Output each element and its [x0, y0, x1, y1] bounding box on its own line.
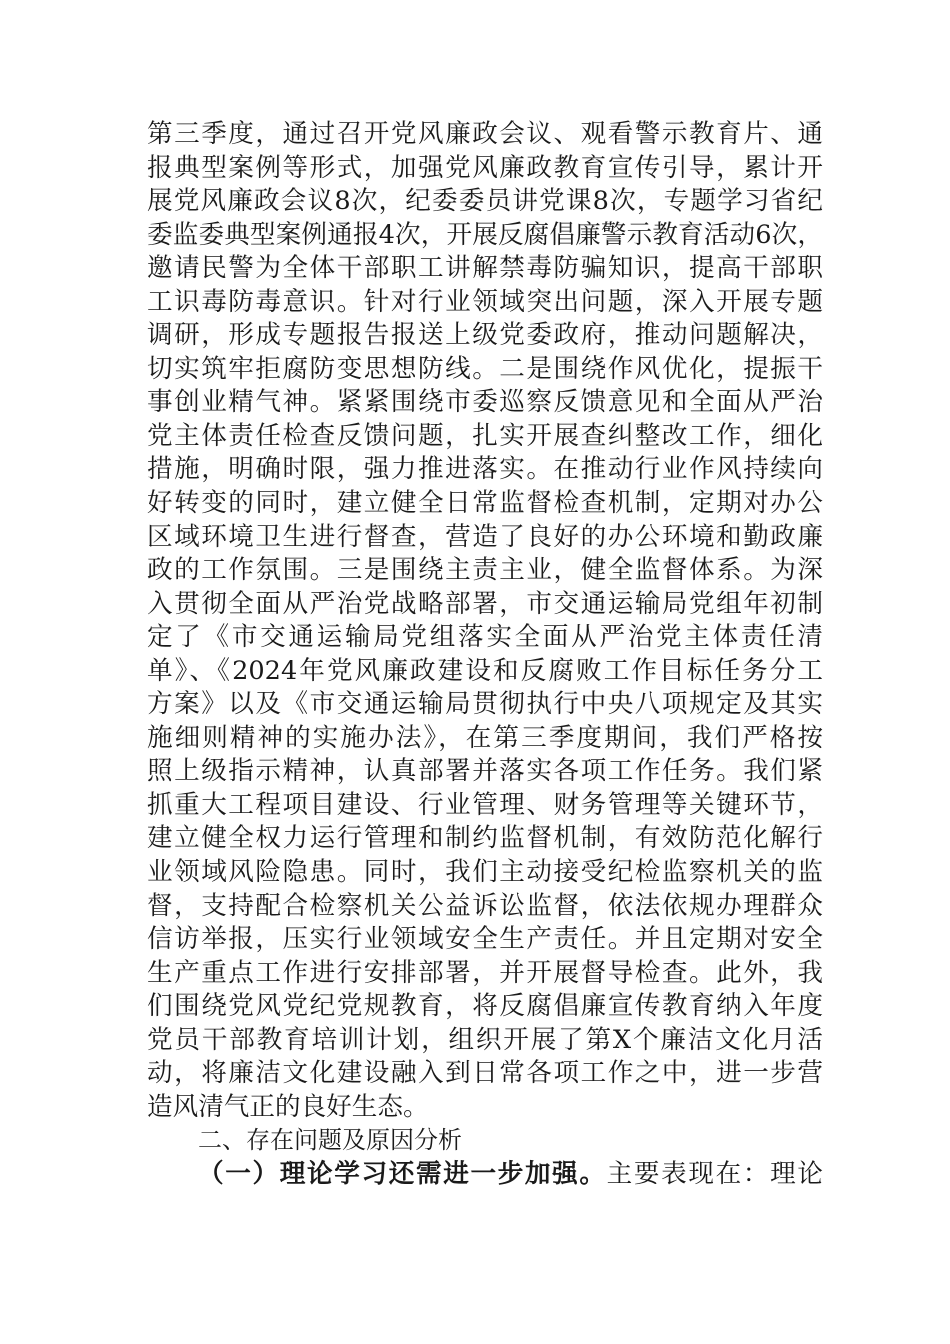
body-paragraph [147, 118, 823, 1124]
body-line: 切实筑牢拒腐防变思想防线。二是围绕作风优化，提振干 [147, 353, 823, 384]
body-line: 邀请民警为全体干部职工讲解禁毒防骗知识，提高干部职 [147, 253, 823, 284]
body-line: 施细则精神的实施办法》，在第三季度期间，我们严格按 [147, 722, 823, 753]
body-line: 方案》以及《市交通运输局贯彻执行中央八项规定及其实 [147, 689, 823, 720]
section-heading: 二、存在问题及原因分析 [198, 1126, 462, 1155]
body-line: 展党风廉政会议8次，纪委委员讲党课8次，专题学习省纪 [147, 186, 823, 217]
body-line: 第三季度，通过召开党风廉政会议、观看警示教育片、通 [147, 119, 823, 149]
body-line: 们围绕党风党纪党规教育，将反腐倡廉宣传教育纳入年度 [147, 991, 823, 1022]
body-line: 单》、《2024年党风廉政建设和反腐败工作目标任务分工 [147, 655, 823, 686]
body-line: 业领域风险隐患。同时，我们主动接受纪检监察机关的监 [147, 857, 823, 888]
body-line: 事创业精气神。紧紧围绕市委巡察反馈意见和全面从严治 [147, 387, 823, 418]
body-line: 建立健全权力运行管理和制约监督机制，有效防范化解行 [147, 823, 823, 854]
body-line: 照上级指示精神，认真部署并落实各项工作任务。我们紧 [147, 756, 823, 787]
body-line: 工识毒防毒意识。针对行业领域突出问题，深入开展专题 [147, 286, 823, 317]
subsection-title: （一）理论学习还需进一步加强。 [198, 1158, 607, 1189]
body-line: 抓重大工程项目建设、行业管理、财务管理等关键环节， [147, 789, 823, 820]
body-line: 政的工作氛围。三是围绕主责主业，健全监督体系。为深 [147, 555, 823, 586]
body-line: 措施，明确时限，强力推进落实。在推动行业作风持续向 [147, 454, 823, 485]
body-line: 区域环境卫生进行督查，营造了良好的办公环境和勤政廉 [147, 521, 823, 552]
body-line: 党主体责任检查反馈问题，扎实开展查纠整改工作，细化 [147, 420, 823, 451]
body-line: 调研，形成专题报告报送上级党委政府，推动问题解决， [147, 320, 823, 351]
body-line: 信访举报，压实行业领域安全生产责任。并且定期对安全 [147, 924, 823, 955]
body-line: 生产重点工作进行安排部署，并开展督导检查。此外，我 [147, 957, 823, 988]
body-line: 委监委典型案例通报4次，开展反腐倡廉警示教育活动6次， [147, 219, 823, 250]
subsection-text: 主要表现在：理论 [606, 1158, 823, 1189]
body-line: 党员干部教育培训计划，组织开展了第X个廉洁文化月活 [147, 1024, 823, 1055]
body-line: 动，将廉洁文化建设融入到日常各项工作之中，进一步营 [147, 1058, 823, 1089]
body-line: 入贯彻全面从严治党战略部署，市交通运输局党组年初制 [147, 588, 823, 619]
body-line: 好转变的同时，建立健全日常监督检查机制，定期对办公 [147, 488, 823, 519]
body-line: 督，支持配合检察机关公益诉讼监督，依法依规办理群众 [147, 890, 823, 921]
subsection-line [147, 1158, 823, 1192]
body-line: 造风清气正的良好生态。 [147, 1091, 429, 1122]
document-page [147, 118, 823, 1192]
body-line: 报典型案例等形式，加强党风廉政教育宣传引导，累计开 [147, 152, 823, 183]
body-line: 定了《市交通运输局党组落实全面从严治党主体责任清 [147, 622, 823, 653]
